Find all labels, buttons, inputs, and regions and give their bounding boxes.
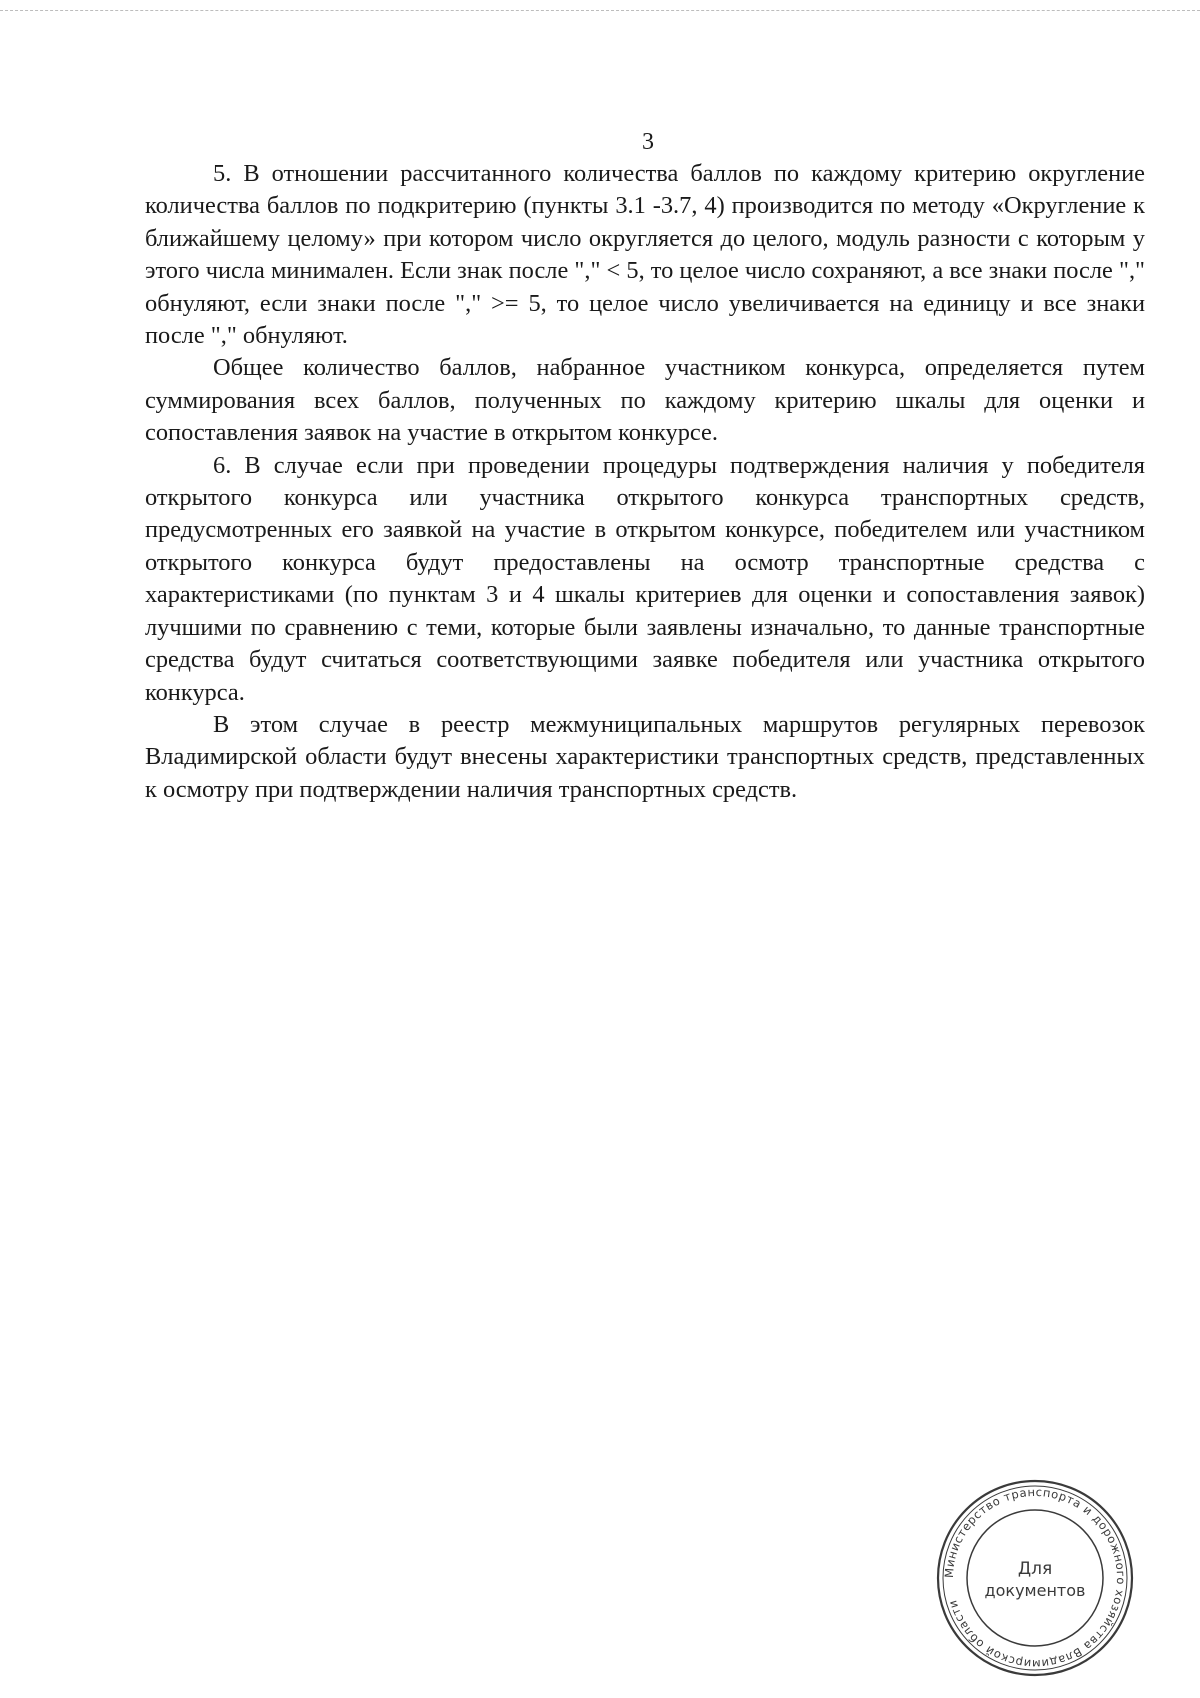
paragraph-registry: В этом случае в реестр межмуниципальных маршрутов регулярных перевозок Владимирской области будут внесены характеристики транспортных средств, представленных к осмотру при подтверждении наличия транспортных средств. xyxy=(145,710,1145,803)
stamp-center-line-2: документов xyxy=(984,1581,1086,1600)
stamp-graphic xyxy=(935,1478,1135,1678)
paragraph-vehicle-inspection: 6. В случае если при проведении процедуры подтверждения наличия у победителя открытого конкурса или участника открытого конкурса транспортных средств, предусмотренных его заявкой на участие в открытом конкурсе, победителем или участником открытого конкурса будут предоставлены на осмотр транспортные средства с характеристиками (по пунктам 3 и 4 шкалы критериев для оценки и сопоставления заявок) лучшими по сравнению с теми, которые были заявлены изначально, то данные транспортные средства будут считаться соответствующими заявке победителя или участника открытого конкурса. xyxy=(145,451,1145,706)
stamp-center-line-1: Для xyxy=(1017,1559,1053,1579)
official-stamp xyxy=(935,1478,1135,1678)
document-body xyxy=(145,158,1145,806)
paragraph-total-score: Общее количество баллов, набранное участником конкурса, определяется путем суммирования всех баллов, полученных по каждому критерию шкалы для оценки и сопоставления заявок на участие в открытом конкурсе. xyxy=(145,354,1145,447)
stamp-ring-text: Министерство транспорта и дорожного хозяйства Владимирской области xyxy=(941,1484,1129,1672)
paragraph-rounding-rule: 5. В отношении рассчитанного количества баллов по каждому критерию округление количества баллов по подкритерию (пункты 3.1 -3.7, 4) производится по методу «Округление к ближайшему целому» при котором число округляется до целого, модуль разности с которым у этого числа минимален. Если знак после "," < 5, то целое число сохраняют, а все знаки после "," обнуляют, если знаки после "," >= 5, то целое число увеличивается на единицу и все знаки после "," обнуляют. xyxy=(145,160,1145,350)
page-number: 3 xyxy=(642,129,654,155)
scan-edge-line xyxy=(0,10,1200,11)
